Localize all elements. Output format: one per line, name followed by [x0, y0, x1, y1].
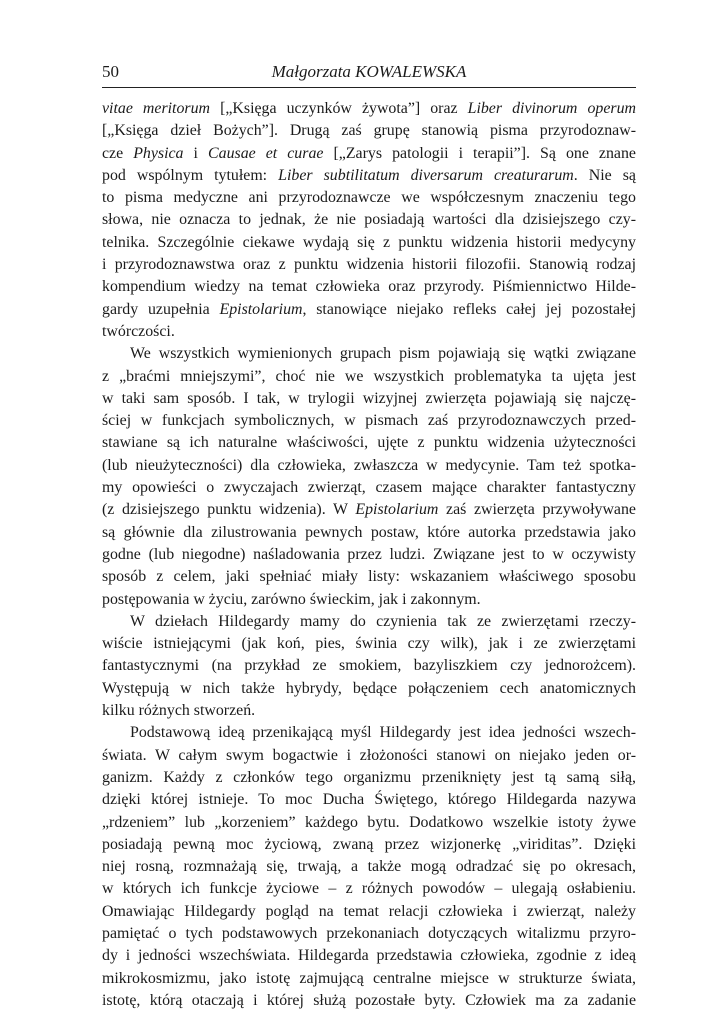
- text-line: z „braćmi mniejszymi”, choć nie we wszystkich problematyka ta ujęta jest: [102, 367, 636, 385]
- text-line: Podstawową ideą przenikającą myśl Hildegardy jest idea jedności wszech-: [130, 724, 636, 742]
- text-line: ściej w funkcjach symbolicznych, w pismach zaś przyrodoznawczych przed-: [102, 412, 636, 430]
- header-rule: [102, 87, 636, 88]
- text-line: kilku różnych stworzeń.: [102, 702, 256, 720]
- text-line: sposób z celem, jaki spełniać miały listy: wskazaniem właściwego sposobu: [102, 568, 636, 586]
- text-line: świata. W całym swym bogactwie i złożoności stanowi on niejako jeden or-: [102, 746, 636, 764]
- page-header: [102, 62, 636, 88]
- text-line: „rdzeniem” lub „korzeniem” każdego bytu. Dodatkowo wszelkie istoty żywe: [102, 813, 636, 831]
- paragraph: [102, 343, 636, 611]
- text-line: (z dzisiejszego punktu widzenia). W Epistolarium zaś zwierzęta przywoływane: [102, 501, 636, 519]
- text-line: [„Księga dzieł Bożych”]. Drugą zaś grupę stanowią pisma przyrodoznaw-: [102, 122, 636, 140]
- running-head: Małgorzata KOWALEWSKA: [271, 62, 467, 81]
- text-line: We wszystkich wymienionych grupach pism pojawiają się wątki związane: [130, 345, 636, 363]
- paragraph: [102, 98, 636, 343]
- text-line: kompendium wiedzy na temat człowieka oraz przyrody. Piśmiennictwo Hilde-: [102, 278, 636, 296]
- text-line: dzięki której istnieje. To moc Ducha Świętego, którego Hildegarda nazywa: [102, 791, 636, 809]
- page-number: 50: [102, 62, 119, 81]
- text-line: godne (lub niegodne) naśladowania przez ludzi. Związane jest to w oczywisty: [102, 545, 636, 563]
- text-line: to pisma medyczne ani przyrodoznawcze we współczesnym znaczeniu tego: [102, 189, 636, 207]
- text-line: Omawiając Hildegardy pogląd na temat relacji człowieka i zwierząt, należy: [102, 902, 636, 920]
- text-line: wiście istniejącymi (jak koń, pies, świnia czy wilk), jak i ze zwierzętami: [102, 635, 636, 653]
- text-line: i przyrodoznawstwa oraz z punktu widzenia historii filozofii. Stanowią rodzaj: [102, 256, 636, 274]
- text-line: (lub nieużyteczności) dla człowieka, zwłaszcza w medycynie. Tam też spotka-: [102, 456, 636, 474]
- text-line: posiadają pewną moc życiową, zwaną przez wizjonerkę „viriditas”. Dzięki: [102, 835, 636, 853]
- text-line: my opowieści o zwyczajach zwierząt, czasem mające charakter fantastyczny: [102, 479, 636, 497]
- text-line: W dziełach Hildegardy mamy do czynienia tak ze zwierzętami rzeczy-: [130, 612, 636, 630]
- paragraph: [102, 611, 636, 722]
- text-line: ganizm. Każdy z członków tego organizmu przeniknięty jest tą samą siłą,: [102, 768, 636, 786]
- text-line: postępowania w życiu, zarówno świeckim, jak i zakonnym.: [102, 590, 481, 608]
- text-line: słowa, nie oznacza to jednak, że nie posiadają wartości dla dzisiejszego czy-: [102, 211, 636, 229]
- text-line: stawiane są ich naturalne właściwości, ujęte z punktu widzenia użyteczności: [102, 434, 636, 452]
- text-line: w taki sam sposób. I tak, w trylogii wizyjnej zwierzęta pojawiają się najczę-: [102, 389, 636, 407]
- paragraph: [102, 722, 636, 1012]
- body-text: [102, 98, 636, 1012]
- text-line: istotę, którą otaczają i której służą pozostałe byty. Człowiek ma za zadanie: [102, 991, 636, 1009]
- text-line: dy i jedności wszechświata. Hildegarda przedstawia człowieka, zgodnie z ideą: [102, 947, 636, 965]
- text-line: Występują w nich także hybrydy, będące połączeniem cech anatomicznych: [102, 679, 636, 697]
- text-line: pod wspólnym tytułem: Liber subtilitatum diversarum creaturarum. Nie są: [102, 166, 636, 184]
- text-line: gardy uzupełnia Epistolarium, stanowiące niejako refleks całej jej pozostałej: [102, 300, 636, 318]
- text-line: vitae meritorum [„Księga uczynków żywota”] oraz Liber divinorum operum: [102, 100, 637, 117]
- text-line: twórczości.: [102, 322, 175, 340]
- text-line: cze Physica i Causae et curae [„Zarys patologii i terapii”]. Są one znane: [102, 144, 636, 162]
- text-line: pamiętać o tych podstawowych przekonaniach dotyczących witalizmu przyro-: [102, 924, 636, 942]
- text-line: fantastycznymi (na przykład ze smokiem, bazyliszkiem czy jednorożcem).: [102, 657, 636, 675]
- text-line: telnika. Szczególnie ciekawe wydają się z punktu widzenia historii medycyny: [102, 233, 636, 251]
- text-line: niej rosną, rozmnażają się, trwają, a także mogą odradzać się po okresach,: [102, 858, 636, 876]
- text-line: w których ich funkcje życiowe – z różnych powodów – ulegają osłabieniu.: [102, 880, 636, 898]
- text-line: mikrokosmizmu, jako istotę zajmującą centralne miejsce w strukturze świata,: [102, 969, 636, 987]
- text-line: są głównie dla zilustrowania pewnych postaw, które autorka przedstawia jako: [102, 523, 636, 541]
